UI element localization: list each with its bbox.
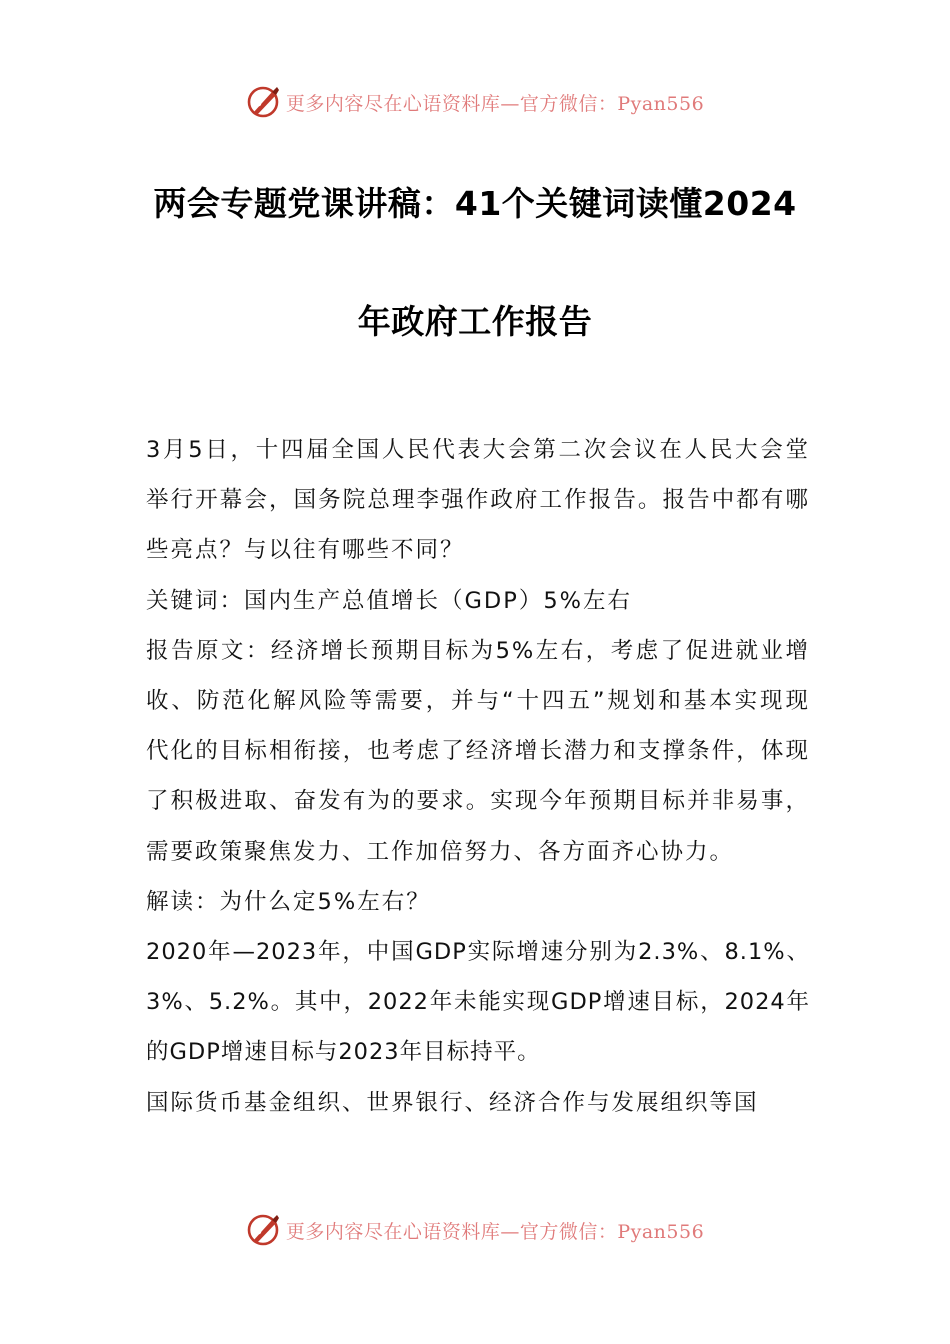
paragraph-report-text: 报告原文：经济增长预期目标为5%左右，考虑了促进就业增收、防范化解风险等需要，并与“十四五”规划和基本实现现代化的目标相衔接，也考虑了经济增长潜力和支撑条件，体现了积极进取、奋发有为的要求。实现今年预期目标并非易事，需要政策聚焦发力、工作加倍努力、各方面齐心协力。 bbox=[146, 637, 810, 865]
header-watermark-banner bbox=[0, 80, 950, 124]
paragraph-intro: 3月5日，十四届全国人民代表大会第二次会议在人民大会堂举行开幕会，国务院总理李强作政府工作报告。报告中都有哪些亮点？与以往有哪些不同？ bbox=[146, 437, 810, 564]
footer-watermark-banner bbox=[0, 1208, 950, 1252]
paragraph-international-orgs: 国际货币基金组织、世界银行、经济合作与发展组织等国 bbox=[146, 1089, 759, 1116]
watermark-text: 更多内容尽在心语资料库—官方微信：Pyan556 bbox=[285, 1220, 705, 1243]
pen-logo-icon bbox=[246, 1212, 282, 1248]
pen-logo-icon bbox=[246, 84, 282, 120]
paragraph-gdp-history: 2020年—2023年，中国GDP实际增速分别为2.3%、8.1%、3%、5.2%。其中，2022年未能实现GDP增速目标，2024年的GDP增速目标与2023年目标持平。 bbox=[146, 939, 810, 1066]
watermark-text: 更多内容尽在心语资料库—官方微信：Pyan556 bbox=[285, 92, 705, 115]
document-title-line-2: 年政府工作报告 bbox=[357, 302, 593, 341]
paragraph-interpretation-heading: 解读：为什么定5%左右？ bbox=[146, 888, 431, 915]
document-body bbox=[146, 425, 810, 1128]
document-title-line-1: 两会专题党课讲稿：41个关键词读懂2024 bbox=[153, 184, 797, 223]
paragraph-keyword: 关键词：国内生产总值增长（GDP）5%左右 bbox=[146, 587, 633, 614]
